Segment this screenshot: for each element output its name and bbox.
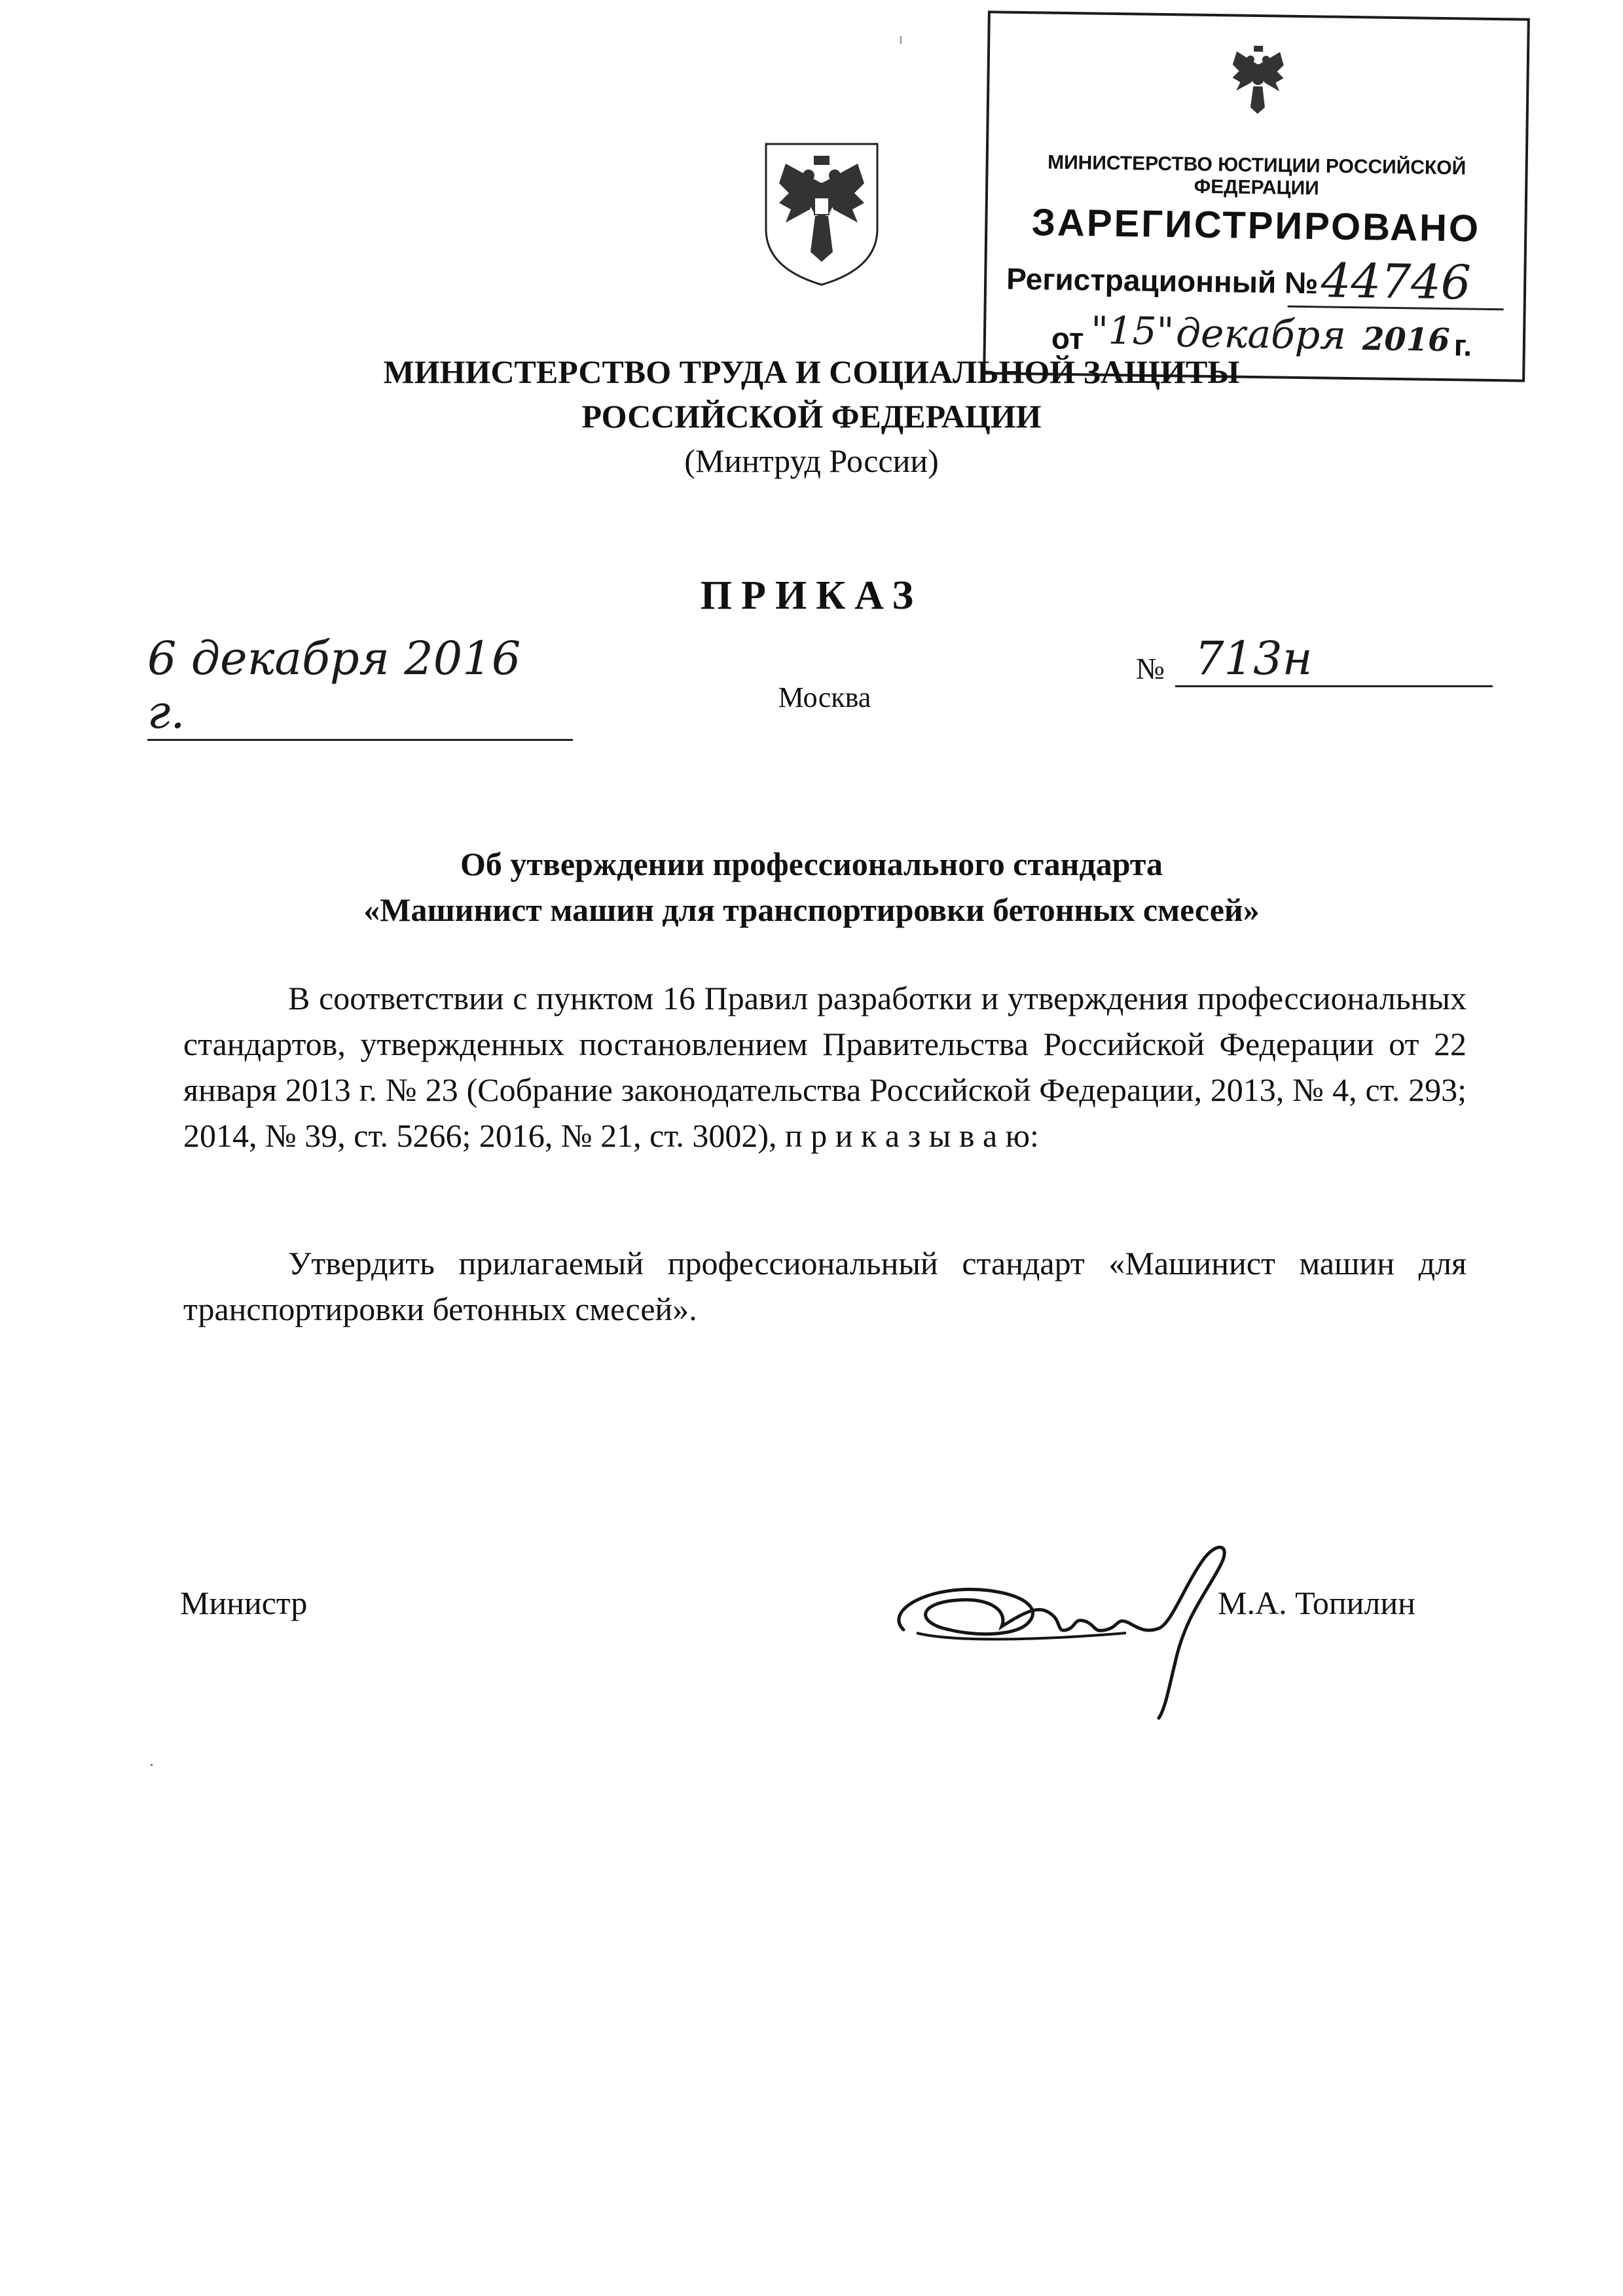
stamp-date-suffix: г.	[1453, 328, 1472, 363]
body-command: п р и к а з ы в а ю:	[785, 1117, 1039, 1154]
signature-name: М.А. Топилин	[1218, 1585, 1415, 1621]
order-number: 713н	[1175, 632, 1493, 687]
stamp-date-prefix: от	[1051, 321, 1084, 356]
stamp-date-day: "15"	[1090, 308, 1175, 354]
order-city: Москва	[778, 681, 871, 713]
org-name-line1: МИНИСТЕРСТВО ТРУДА И СОЦИАЛЬНОЙ ЗАЩИТЫ	[383, 353, 1240, 390]
order-subject-line2: «Машинист машин для транспортировки бетонных смесей»	[363, 891, 1260, 928]
stamp-date-month: декабря	[1175, 310, 1347, 359]
handwritten-signature	[877, 1518, 1270, 1728]
body-paragraph-1-text: В соответствии с пунктом 16 Правил разработки и утверждения профессиональных стандартов, утвержденных постановлением Правительства Российской Федерации от 22 января 2013 г. № 23 (Собрание законодательства Российской Федерации, 2013, № 4, ст. 293; 2014, № 39, ст. 5266; 2016, № 21, ст. 3002),	[183, 980, 1467, 1154]
order-title: ПРИКАЗ	[700, 573, 923, 618]
stamp-ministry: МИНИСТЕРСТВО ЮСТИЦИИ РОССИЙСКОЙ ФЕДЕРАЦИИ	[1047, 151, 1467, 200]
org-name-line2: РОССИЙСКОЙ ФЕДЕРАЦИИ	[581, 398, 1042, 435]
coat-of-arms-emblem	[759, 137, 884, 288]
stamp-reg-label: Регистрационный №	[1006, 261, 1319, 300]
body-paragraph-2: Утвердить прилагаемый профессиональный стандарт «Машинист машин для транспортировки бетонных смесей».	[183, 1245, 1467, 1327]
order-number-label: №	[1136, 652, 1165, 685]
body-paragraph-1	[183, 975, 1467, 1158]
stamp-status: ЗАРЕГИСТРИРОВАНО	[1031, 201, 1481, 250]
stamp-date-year: 2016	[1362, 321, 1450, 359]
registration-stamp	[983, 10, 1530, 382]
scan-speck	[151, 1764, 153, 1766]
scan-speck	[900, 36, 902, 44]
signature-position: Министр	[180, 1585, 308, 1621]
order-date: 6 декабря 2016 г.	[147, 632, 573, 741]
stamp-reg-number: 44746	[1288, 255, 1504, 311]
stamp-emblem-icon	[1222, 35, 1295, 121]
org-short-name: (Минтруд России)	[684, 442, 939, 479]
order-subject-line1: Об утверждении профессионального стандарта	[460, 846, 1163, 882]
